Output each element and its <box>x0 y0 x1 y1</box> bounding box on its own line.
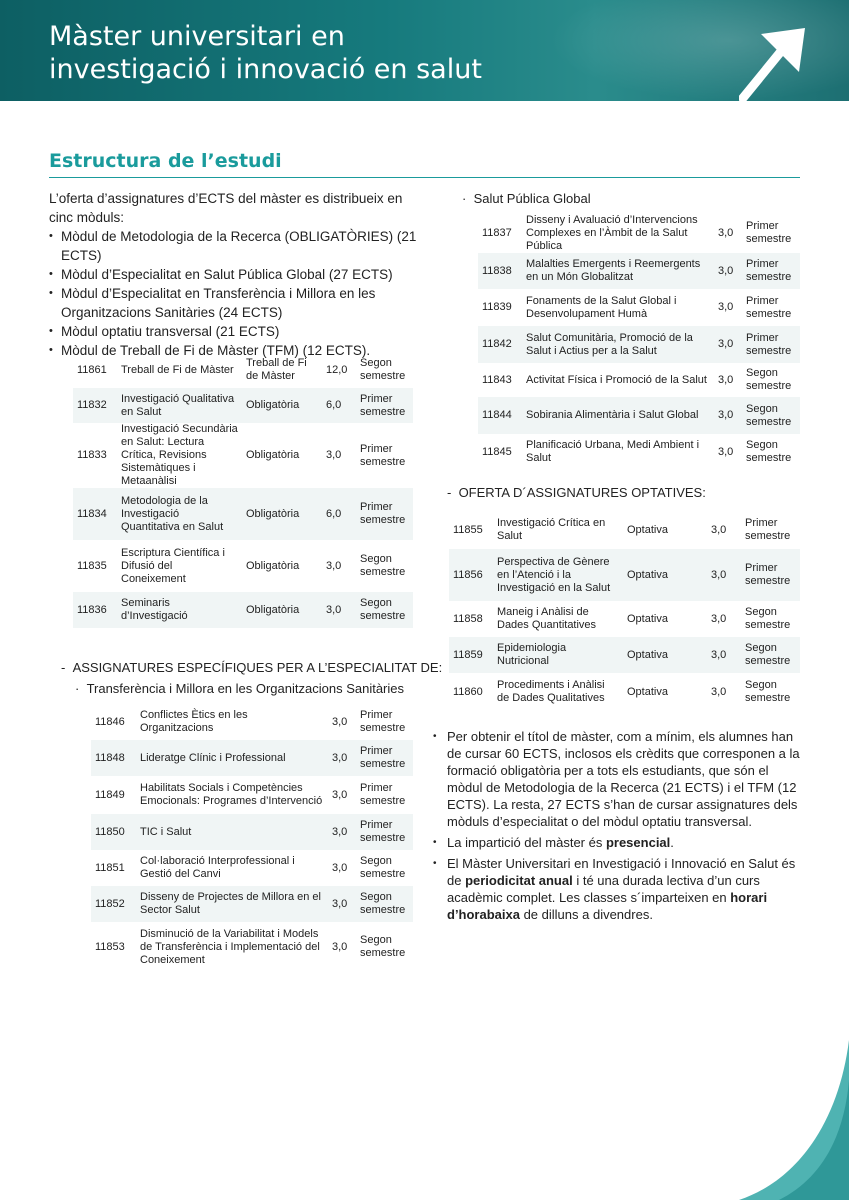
cell-name: Malalties Emergents i Reemergents en un Món Globalitzat <box>522 253 714 289</box>
optional-subjects-table <box>449 511 800 711</box>
cell-ects: 3,0 <box>711 523 727 536</box>
cell-sem: Primer semestre <box>360 709 406 734</box>
cell-ects: 3,0 <box>328 886 356 922</box>
table-row <box>478 289 800 326</box>
cell-ects: 3,0 <box>714 253 742 289</box>
cell-sem: Primer semestre <box>742 253 800 289</box>
module-item: • Mòdul de Treball de Fi de Màster (TFM) (12 ECTS). <box>49 341 429 360</box>
cell-name: Sobirania Alimentària i Salut Global <box>522 397 714 434</box>
cell-name: Seminaris d’Investigació <box>117 592 242 628</box>
table-row <box>449 673 800 711</box>
cell-sem: Segon semestre <box>356 592 413 628</box>
module-item: • Mòdul de Metodologia de la Recerca (OBLIGATÒRIES) (21 ECTS) <box>49 227 429 265</box>
cell-name: Disseny de Projectes de Millora en el Sector Salut <box>136 886 328 922</box>
cell-name: Maneig i Anàlisi de Dades Quantitatives <box>497 606 597 631</box>
table-row <box>91 886 413 922</box>
cell-ects: 3,0 <box>711 612 727 625</box>
cell-name: TIC i Salut <box>136 814 328 850</box>
cell-name: Habilitats Socials i Competències Emocionals: Programes d’Intervenció <box>140 782 323 807</box>
cell-ects: 3,0 <box>332 861 348 874</box>
table-row <box>91 922 413 972</box>
cell-code: 11837 <box>482 226 512 239</box>
cell-name: Planificació Urbana, Medi Ambient i Salut <box>526 439 700 464</box>
cell-code: 11839 <box>482 301 512 313</box>
cell-ects: 3,0 <box>718 226 734 239</box>
cell-name: Treball de Fi de Màster <box>121 363 234 376</box>
table-row <box>73 592 413 628</box>
cell-name: Disminució de la Variabilitat i Models de Transferència i Implementació del Coneixement <box>140 927 320 966</box>
cell-ects: 3,0 <box>332 940 348 953</box>
cell-ects: 3,0 <box>332 715 348 728</box>
table-row <box>91 704 413 740</box>
cell-sem: Primer semestre <box>746 220 792 245</box>
cell-code: 11842 <box>478 326 522 363</box>
cell-code: 11849 <box>95 788 125 801</box>
table-row <box>91 776 413 814</box>
cell-name: Investigació Qualitativa en Salut <box>117 388 242 423</box>
transfer-subjects-table <box>91 704 413 972</box>
cell-type: Obligatòria <box>242 592 322 628</box>
cell-ects: 6,0 <box>322 488 356 540</box>
specific-heading: - ASSIGNATURES ESPECÍFIQUES PER A L’ESPECIALITAT DE: <box>61 660 443 675</box>
cell-sem: Primer semestre <box>745 517 791 542</box>
table-row <box>73 488 413 540</box>
cell-code: 11855 <box>453 523 483 536</box>
cell-code: 11860 <box>453 685 483 698</box>
cell-type: Optativa <box>627 612 668 625</box>
cell-ects: 3,0 <box>328 814 356 850</box>
cell-ects: 3,0 <box>714 326 742 363</box>
cell-name: Activitat Física i Promoció de la Salut <box>526 373 707 386</box>
cell-code: 11838 <box>478 253 522 289</box>
cell-type: Treball de Fi de Màster <box>246 357 307 382</box>
cell-name: Col·laboració Interprofessional i Gestió del Canvi <box>140 855 295 880</box>
module-item: • Mòdul d’Especialitat en Transferència i Millora en les Organitzacions Sanitàries (24 ECTS) <box>49 284 429 322</box>
cell-ects: 3,0 <box>326 449 342 461</box>
cell-code: 11859 <box>449 637 493 673</box>
note-item: • El Màster Universitari en Investigació i Innovació en Salut és de periodicitat anual i té una durada lectiva d’un curs acadèmic complet. Les classes s´imparteixen en horari d’horabaixa de dilluns a divendres. <box>433 855 803 923</box>
cell-sem: Segon semestre <box>746 367 792 392</box>
cell-code: 11850 <box>91 814 136 850</box>
mandatory-subjects-table <box>73 352 413 628</box>
cell-sem: Primer semestre <box>742 326 800 363</box>
intro-lead: L’oferta d’assignatures d’ECTS del màster es distribueix en cinc mòduls: <box>49 191 403 225</box>
module-item: • Mòdul d’Especialitat en Salut Pública Global (27 ECTS) <box>49 265 429 284</box>
cell-ects: 3,0 <box>714 397 742 434</box>
table-row <box>478 363 800 397</box>
cell-sem: Segon semestre <box>360 934 406 959</box>
table-row <box>449 601 800 637</box>
cell-name: Procediments i Anàlisi de Dades Qualitatives <box>497 679 605 704</box>
cell-code: 11833 <box>77 449 107 461</box>
cell-sem: Segon semestre <box>746 439 792 464</box>
module-list <box>49 227 429 360</box>
table-row <box>449 637 800 673</box>
cell-name: Metodologia de la Investigació Quantitativa en Salut <box>117 488 242 540</box>
cell-sem: Primer semestre <box>360 442 406 468</box>
notes-list <box>433 728 803 927</box>
cell-ects: 3,0 <box>328 740 356 776</box>
cell-code: 11836 <box>73 592 117 628</box>
cell-type: Obligatòria <box>242 488 322 540</box>
table-row <box>73 388 413 423</box>
table-row <box>73 352 413 388</box>
cell-type: Optativa <box>623 637 707 673</box>
cell-type: Optativa <box>627 523 668 536</box>
table-row <box>73 423 413 488</box>
corner-decoration <box>739 1040 849 1200</box>
cell-code: 11858 <box>453 612 483 625</box>
intro-block <box>49 189 429 360</box>
table-row <box>449 511 800 549</box>
cell-name: Fonaments de la Salut Global i Desenvolupament Humà <box>526 294 677 320</box>
header-banner <box>0 0 849 101</box>
cell-sem: Primer semestre <box>356 488 413 540</box>
cell-name: Escriptura Científica i Difusió del Coneixement <box>121 546 225 585</box>
cell-type: Optativa <box>627 685 668 698</box>
cell-sem: Primer semestre <box>356 388 413 423</box>
cell-sem: Primer semestre <box>741 549 800 601</box>
cell-ects: 3,0 <box>707 549 741 601</box>
cell-ects: 6,0 <box>322 388 356 423</box>
cell-code: 11848 <box>91 740 136 776</box>
cell-code: 11861 <box>77 363 107 376</box>
table-row <box>449 549 800 601</box>
note-item: • Per obtenir el títol de màster, com a mínim, els alumnes han de cursar 60 ECTS, inclosos els crèdits que corresponen a la formació obligatòria per a tots els estudiants, que són el mòdul de Metodologia de la Recerca (21 ECTS) i el TFM (12 ECTS). La resta, 27 ECTS s’han de cursar assignatures dels mòduls d’especialitat o del mòdul optatiu transversal. <box>433 728 803 830</box>
cell-sem: Segon semestre <box>745 606 791 631</box>
module-item: • Mòdul optatiu transversal (21 ECTS) <box>49 322 429 341</box>
cell-ects: 3,0 <box>326 559 342 572</box>
cell-code: 11851 <box>95 861 125 874</box>
table-row <box>73 540 413 592</box>
cell-code: 11856 <box>449 549 493 601</box>
cell-code: 11845 <box>482 445 512 458</box>
cell-sem: Primer semestre <box>356 740 413 776</box>
cell-ects: 3,0 <box>711 685 727 698</box>
table-row <box>478 397 800 434</box>
section-divider <box>49 177 800 178</box>
cell-ects: 3,0 <box>718 445 734 458</box>
table-row <box>478 326 800 363</box>
cell-code: 11835 <box>77 559 107 572</box>
cell-ects: 3,0 <box>322 592 356 628</box>
cell-type: Optativa <box>623 549 707 601</box>
table-row <box>91 814 413 850</box>
optional-heading: - OFERTA D´ASSIGNATURES OPTATIVES: <box>447 485 706 500</box>
global-heading: · Salut Pública Global <box>462 191 591 206</box>
transfer-heading: · Transferència i Millora en les Organitzacions Sanitàries <box>75 681 404 696</box>
cell-sem: Segon semestre <box>360 357 406 382</box>
cell-sem: Segon semestre <box>356 886 413 922</box>
cell-code: 11852 <box>91 886 136 922</box>
cell-sem: Primer semestre <box>356 814 413 850</box>
arrow-icon <box>739 26 809 101</box>
cell-sem: Primer semestre <box>746 294 792 320</box>
cell-sem: Segon semestre <box>745 679 791 704</box>
cell-ects: 12,0 <box>326 363 348 376</box>
cell-type: Obligatòria <box>246 449 300 461</box>
cell-code: 11843 <box>482 373 512 386</box>
cell-ects: 3,0 <box>707 637 741 673</box>
cell-code: 11846 <box>95 715 125 728</box>
page-title: Màster universitari en investigació i innovació en salut <box>49 21 482 85</box>
note-item: • La impartició del màster és presencial. <box>433 834 803 851</box>
cell-name: Epidemiologia Nutricional <box>493 637 623 673</box>
cell-name: Disseny i Avaluació d’Intervencions Complexes en l’Àmbit de la Salut Pública <box>526 213 698 252</box>
cell-ects: 3,0 <box>718 301 734 313</box>
cell-code: 11853 <box>95 940 125 953</box>
cell-name: Conflictes Ètics en les Organitzacions <box>140 709 248 734</box>
global-health-table <box>478 213 800 470</box>
cell-code: 11832 <box>73 388 117 423</box>
table-row <box>478 213 800 253</box>
cell-sem: Segon semestre <box>360 855 406 880</box>
cell-ects: 3,0 <box>332 788 348 801</box>
cell-name: Salut Comunitària, Promoció de la Salut i Actius per a la Salut <box>522 326 714 363</box>
cell-ects: 3,0 <box>718 373 734 386</box>
section-title: Estructura de l’estudi <box>49 150 282 172</box>
cell-name: Investigació Crítica en Salut <box>497 517 606 542</box>
cell-sem: Segon semestre <box>741 637 800 673</box>
cell-sem: Segon semestre <box>360 553 406 578</box>
cell-code: 11834 <box>73 488 117 540</box>
cell-type: Obligatòria <box>242 388 322 423</box>
cell-name: Investigació Secundària en Salut: Lectura Crítica, Revisions Sistemàtiques i Metaanàlisi <box>121 423 238 487</box>
cell-code: 11844 <box>478 397 522 434</box>
cell-type: Obligatòria <box>246 559 300 572</box>
table-row <box>478 434 800 470</box>
cell-sem: Segon semestre <box>742 397 800 434</box>
table-row <box>91 850 413 886</box>
cell-sem: Primer semestre <box>360 782 406 807</box>
cell-name: Perspectiva de Gènere en l’Atenció i la Investigació en la Salut <box>493 549 623 601</box>
cell-name: Lideratge Clínic i Professional <box>136 740 328 776</box>
table-row <box>478 253 800 289</box>
table-row <box>91 740 413 776</box>
